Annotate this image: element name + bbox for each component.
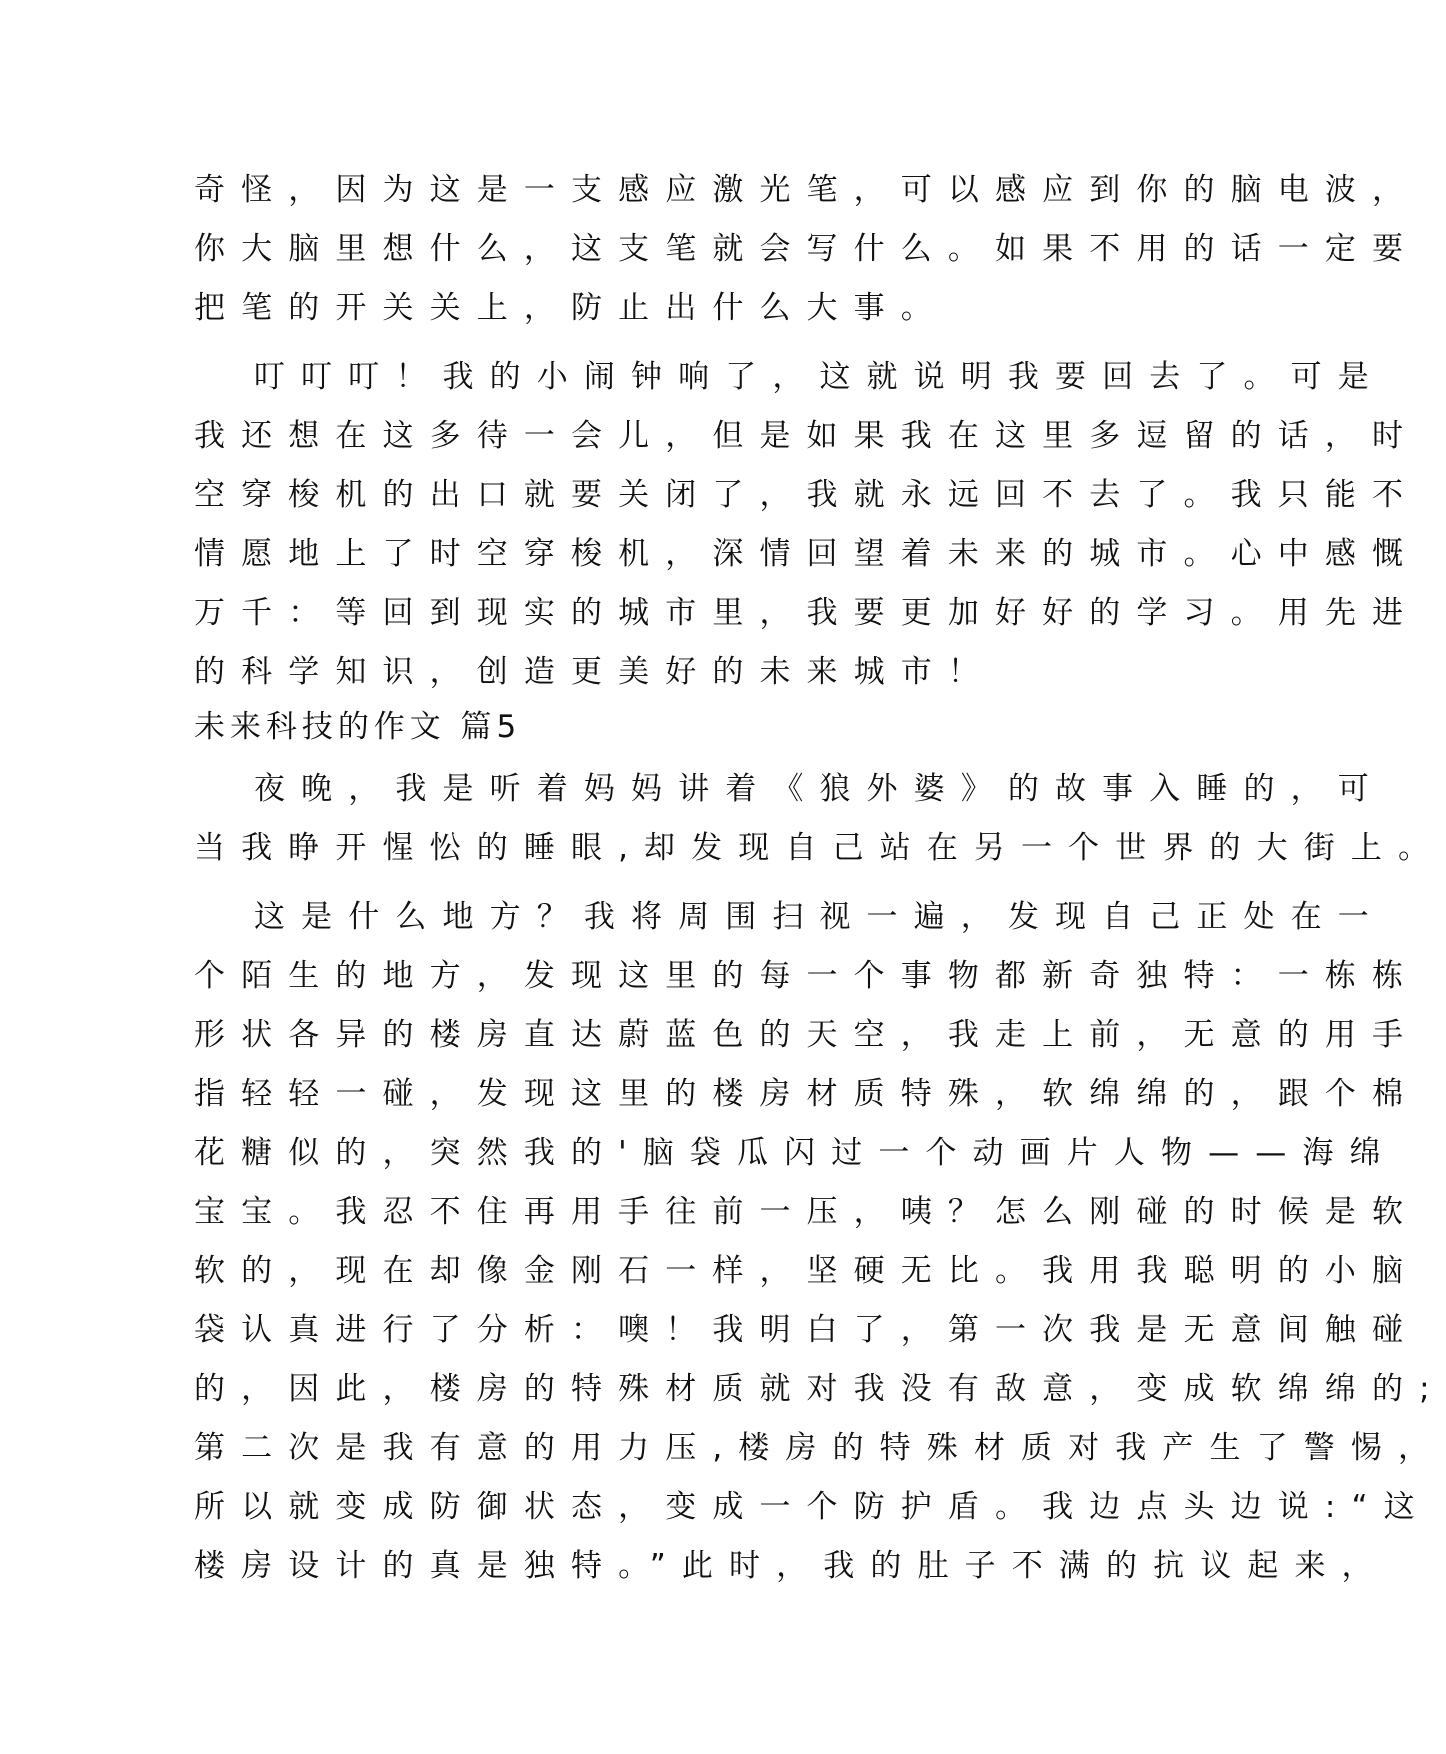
text-line: 宝宝。我忍不住再用手往前一压，咦？怎么刚碰的时候是软 (194, 1194, 1420, 1230)
text-line: 袋认真进行了分析：噢！我明白了，第一次我是无意间触碰 (194, 1312, 1420, 1348)
text-line: 把笔的开关关上，防止出什么大事。 (194, 290, 948, 326)
text-line: 第二次是我有意的用力压,楼房的特殊材质对我产生了警惕， (194, 1430, 1446, 1466)
text-line: 奇怪，因为这是一支感应激光笔，可以感应到你的脑电波， (194, 172, 1420, 208)
text-line: 花糖似的，突然我的'脑袋瓜闪过一个动画片人物——海绵 (194, 1135, 1397, 1171)
text-line: 情愿地上了时空穿梭机，深情回望着未来的城市。心中感慨 (194, 536, 1420, 572)
paragraph-first-line: 叮叮叮！我的小闹钟响了，这就说明我要回去了。可是 (254, 359, 1385, 395)
section-heading: 未来科技的作文 篇5 (194, 709, 522, 745)
text-line: 软的，现在却像金刚石一样，坚硬无比。我用我聪明的小脑 (194, 1253, 1420, 1289)
text-line: 楼房设计的真是独特。”此时，我的肚子不满的抗议起来， (194, 1548, 1389, 1584)
text-line: 的科学知识，创造更美好的未来城市！ (194, 654, 996, 690)
text-line: 我还想在这多待一会儿，但是如果我在这里多逗留的话，时 (194, 418, 1420, 454)
text-line: 指轻轻一碰，发现这里的楼房材质特殊，软绵绵的，跟个棉 (194, 1076, 1420, 1112)
text-line: 形状各异的楼房直达蔚蓝色的天空，我走上前，无意的用手 (194, 1017, 1420, 1053)
paragraph-first-line: 这是什么地方？我将周围扫视一遍，发现自己正处在一 (254, 899, 1385, 935)
text-line: 空穿梭机的出口就要关闭了，我就永远回不去了。我只能不 (194, 477, 1420, 513)
text-line: 万千：等回到现实的城市里，我要更加好好的学习。用先进 (194, 595, 1420, 631)
text-line: 所以就变成防御状态，变成一个防护盾。我边点头边说:“这 (194, 1489, 1431, 1525)
text-line: 当我睁开惺忪的睡眼,却发现自己站在另一个世界的大街上。 (194, 830, 1446, 866)
text-line: 的，因此，楼房的特殊材质就对我没有敌意，变成软绵绵的; (194, 1371, 1446, 1407)
text-line: 你大脑里想什么，这支笔就会写什么。如果不用的话一定要 (194, 231, 1420, 267)
text-line: 个陌生的地方，发现这里的每一个事物都新奇独特：一栋栋 (194, 958, 1420, 994)
paragraph-first-line: 夜晚，我是听着妈妈讲着《狼外婆》的故事入睡的，可 (254, 771, 1385, 807)
